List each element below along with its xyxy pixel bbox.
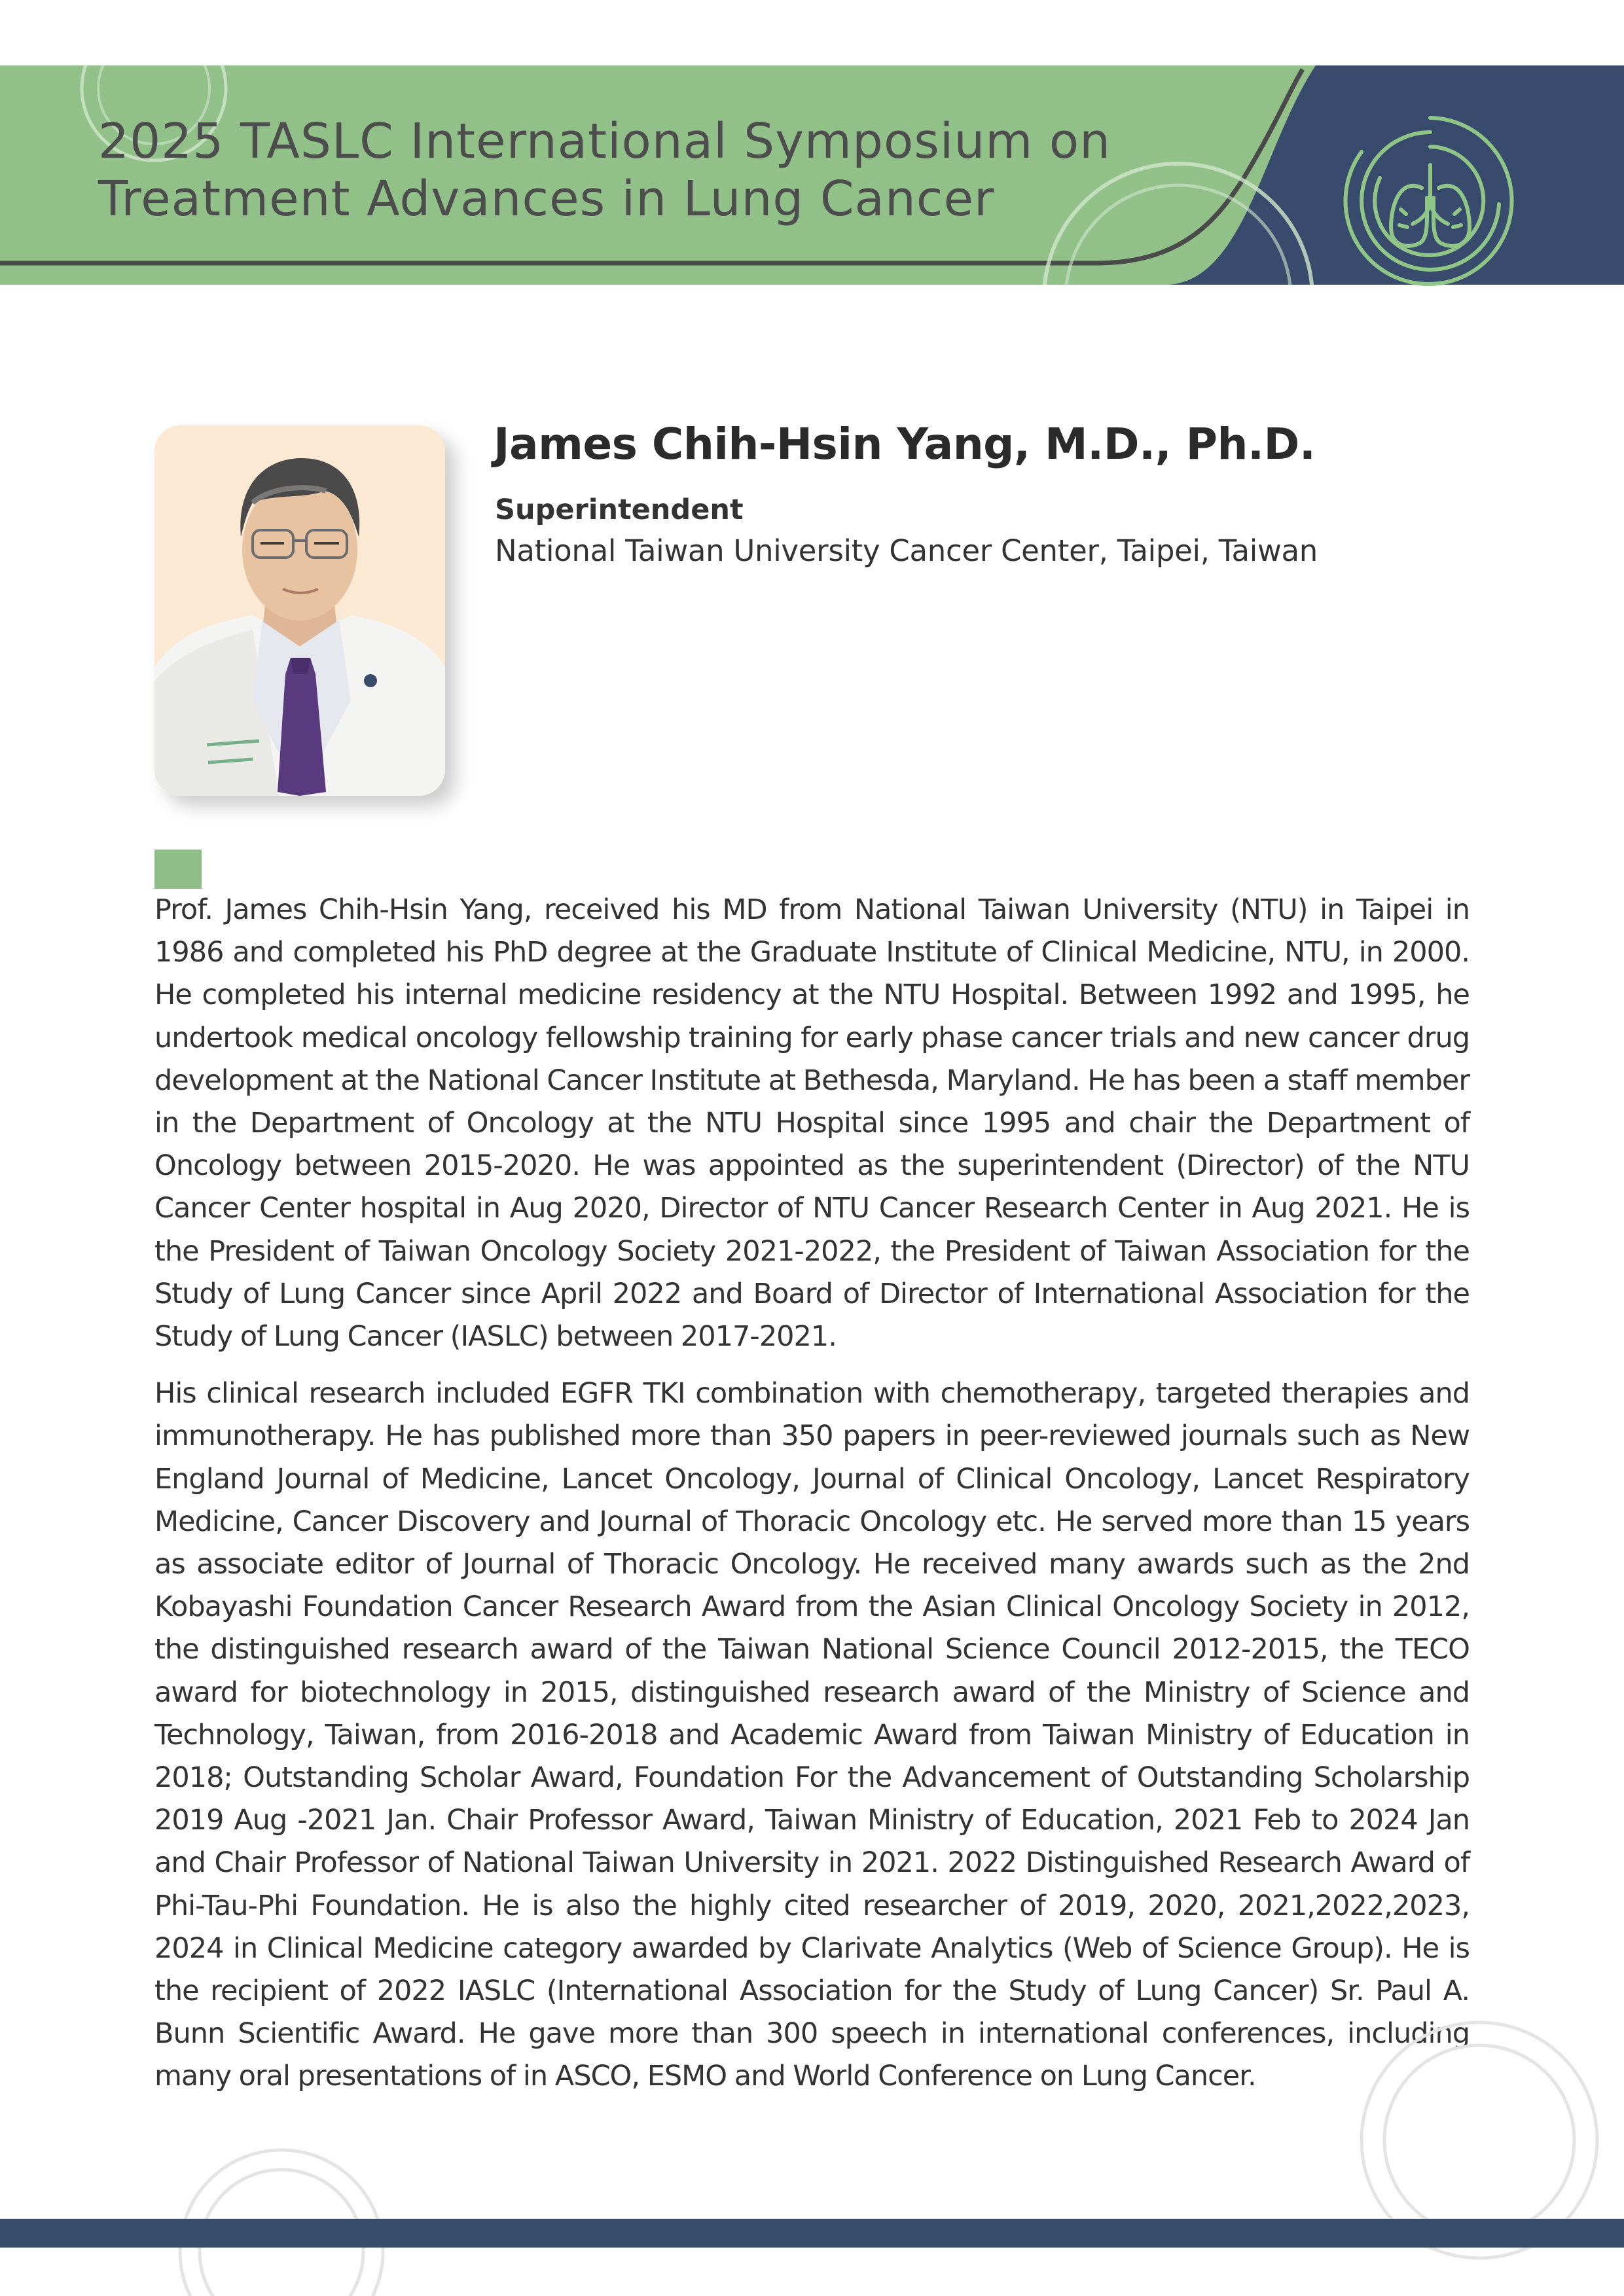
- symposium-title: [98, 113, 1111, 228]
- speaker-biography: [154, 889, 1470, 2113]
- bio-paragraph: Prof. James Chih-Hsin Yang, received his MD from National Taiwan University (NTU) in Taipei in 1986 and completed his PhD degree at the Graduate Institute of Clinical Medicine, NTU, in 2000. He completed his internal medicine residency at the NTU Hospital. Between 1992 and 1995, he undertook medical oncology fellowship training for early phase cancer trials and new cancer drug development at the National Cancer Institute at Bethesda, Maryland. He has been a staff member in the Department of Oncology at the NTU Hospital since 1995 and chair the Department of Oncology between 2015-2020. He was appointed as the superintendent (Director) of the NTU Cancer Center hospital in Aug 2020, Director of NTU Cancer Research Center in Aug 2021. He is the President of Taiwan Oncology Society 2021-2022, the President of Taiwan Association for the Study of Lung Cancer since April 2022 and Board of Director of International Association for the Study of Lung Cancer (IASLC) between 2017-2021.: [154, 893, 1470, 1354]
- section-marker: [154, 850, 202, 889]
- footer-bar: [0, 2219, 1624, 2248]
- symposium-title-line2: Treatment Advances in Lung Cancer: [98, 171, 995, 227]
- symposium-title-line1: 2025 TASLC International Symposium on: [98, 113, 1111, 170]
- speaker-name: James Chih-Hsin Yang, M.D., Ph.D.: [494, 419, 1316, 469]
- speaker-affiliation: National Taiwan University Cancer Center, Taipei, Taiwan: [495, 533, 1318, 568]
- speaker-title: Superintendent: [495, 493, 744, 526]
- speaker-portrait: [154, 425, 445, 796]
- lungs-icon: [1335, 106, 1525, 296]
- bio-paragraph: His clinical research included EGFR TKI combination with chemotherapy, targeted therapies and immunotherapy. He has published more than 350 papers in peer-reviewed journals such as New England Journal of Medicine, Lancet Oncology, Journal of Clinical Oncology, Lancet Respiratory Medicine, Cancer Discovery and Journal of Thoracic Oncology etc. He served more than 15 years as associate editor of Journal of Thoracic Oncology. He received many awards such as the 2nd Kobayashi Foundation Cancer Research Award from the Asian Clinical Oncology Society in 2012, the distinguished research award of the Taiwan National Science Council 2012-2015, the TECO award for biotechnology in 2015, distinguished research award of the Ministry of Science and Technology, Taiwan, from 2016-2018 and Academic Award from Taiwan Ministry of Education in 2018; Outstanding Scholar Award, Foundation For the Advancement of Outstanding Scholarship 2019 Aug -2021 Jan. Chair Professor Award, Taiwan Ministry of Education, 2021 Feb to 2024 Jan and Chair Professor of National Taiwan University in 2021. 2022 Distinguished Research Award of Phi-Tau-Phi Foundation. He is also the highly cited researcher of 2019, 2020, 2021,2022,2023, 2024 in Clinical Medicine category awarded by Clarivate Analytics (Web of Science Group). He is the recipient of 2022 IASLC (International Association for the Study of Lung Cancer) Sr. Paul A. Bunn Scientific Award. He gave more than 300 speech in international conferences, including many oral presentations of in ASCO, ESMO and World Conference on Lung Cancer.: [154, 1377, 1470, 2093]
